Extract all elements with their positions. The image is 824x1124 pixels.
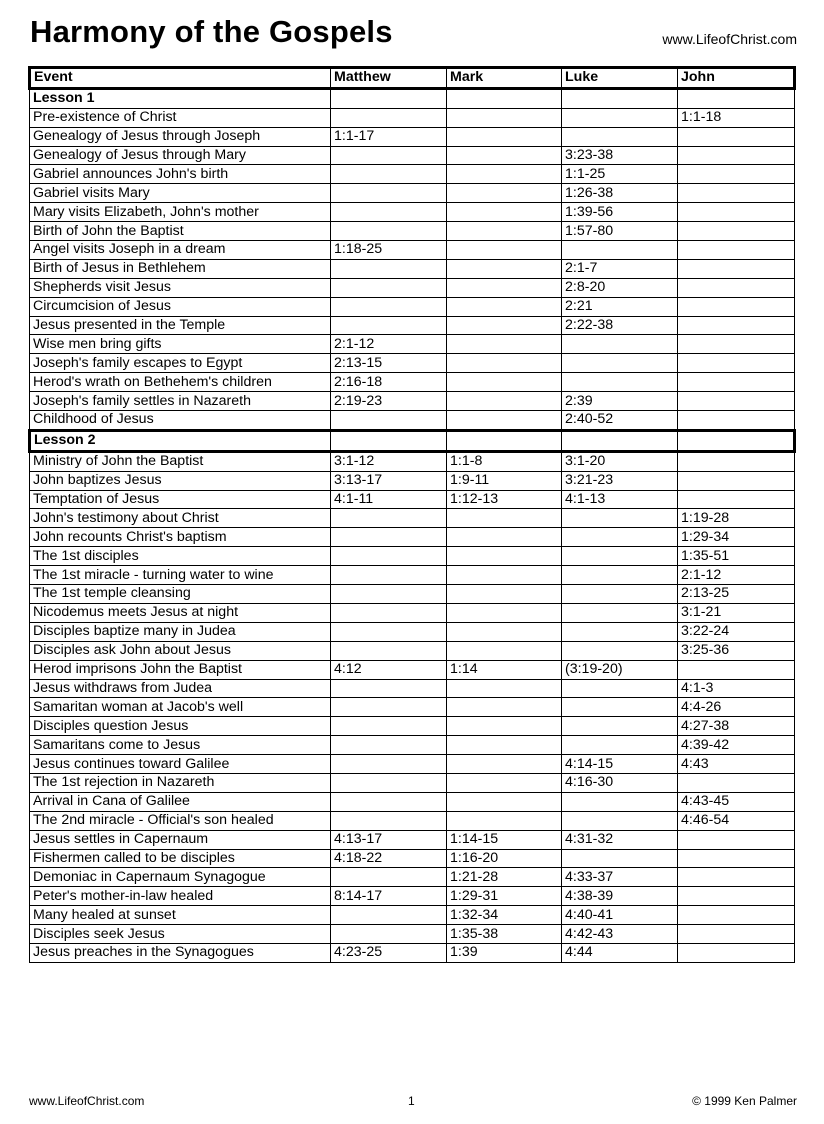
event-cell: Temptation of Jesus: [30, 490, 331, 509]
footer-website: www.LifeofChrist.com: [29, 1094, 145, 1108]
event-cell: Mary visits Elizabeth, John's mother: [30, 203, 331, 222]
luke-cell: [562, 811, 678, 830]
luke-cell: [562, 430, 678, 451]
table-row: [30, 603, 795, 622]
matthew-cell: 4:13-17: [331, 830, 447, 849]
john-cell: 4:43: [678, 755, 795, 774]
mark-cell: [447, 547, 562, 566]
column-header-matthew: Matthew: [331, 68, 447, 89]
event-cell: John recounts Christ's baptism: [30, 528, 331, 547]
luke-cell: 1:57-80: [562, 222, 678, 241]
event-cell: Jesus continues toward Galilee: [30, 755, 331, 774]
mark-cell: [447, 411, 562, 431]
matthew-cell: 1:1-17: [331, 127, 447, 146]
event-cell: Disciples ask John about Jesus: [30, 641, 331, 660]
mark-cell: [447, 773, 562, 792]
john-cell: 3:25-36: [678, 641, 795, 660]
column-header-john: John: [678, 68, 795, 89]
column-header-mark: Mark: [447, 68, 562, 89]
john-cell: [678, 203, 795, 222]
john-cell: 4:1-3: [678, 679, 795, 698]
luke-cell: [562, 566, 678, 585]
john-cell: [678, 241, 795, 260]
mark-cell: [447, 736, 562, 755]
john-cell: [678, 316, 795, 335]
matthew-cell: [331, 679, 447, 698]
matthew-cell: 2:19-23: [331, 392, 447, 411]
event-cell: John's testimony about Christ: [30, 509, 331, 528]
mark-cell: [447, 335, 562, 354]
event-cell: Jesus presented in the Temple: [30, 316, 331, 335]
table-row: [30, 622, 795, 641]
john-cell: [678, 392, 795, 411]
matthew-cell: 8:14-17: [331, 887, 447, 906]
luke-cell: 4:38-39: [562, 887, 678, 906]
table-row: [30, 906, 795, 925]
luke-cell: 4:1-13: [562, 490, 678, 509]
event-cell: The 1st miracle - turning water to wine: [30, 566, 331, 585]
event-cell: Jesus preaches in the Synagogues: [30, 943, 331, 962]
john-cell: [678, 830, 795, 849]
john-cell: [678, 165, 795, 184]
event-cell: The 1st temple cleansing: [30, 585, 331, 604]
john-cell: [678, 887, 795, 906]
matthew-cell: 4:1-11: [331, 490, 447, 509]
header-website: www.LifeofChrist.com: [662, 31, 797, 47]
matthew-cell: 2:16-18: [331, 373, 447, 392]
table-row: [30, 165, 795, 184]
mark-cell: [447, 509, 562, 528]
matthew-cell: [331, 566, 447, 585]
mark-cell: [447, 373, 562, 392]
event-cell: Gabriel announces John's birth: [30, 165, 331, 184]
event-cell: Ministry of John the Baptist: [30, 451, 331, 471]
mark-cell: 1:12-13: [447, 490, 562, 509]
mark-cell: 1:35-38: [447, 925, 562, 944]
table-row: [30, 830, 795, 849]
luke-cell: [562, 792, 678, 811]
john-cell: [678, 259, 795, 278]
mark-cell: [447, 146, 562, 165]
column-header-event: Event: [30, 68, 331, 89]
table-row: [30, 203, 795, 222]
john-cell: [678, 868, 795, 887]
table-row: [30, 297, 795, 316]
john-cell: 4:4-26: [678, 698, 795, 717]
harmony-table: [28, 66, 796, 963]
event-cell: Joseph's family settles in Nazareth: [30, 392, 331, 411]
event-cell: Lesson 2: [30, 430, 331, 451]
mark-cell: 1:14: [447, 660, 562, 679]
footer-copyright: © 1999 Ken Palmer: [692, 1094, 797, 1108]
luke-cell: [562, 528, 678, 547]
mark-cell: [447, 792, 562, 811]
luke-cell: 2:40-52: [562, 411, 678, 431]
john-cell: 4:39-42: [678, 736, 795, 755]
john-cell: [678, 354, 795, 373]
john-cell: [678, 411, 795, 431]
table-row: [30, 943, 795, 962]
table-row: [30, 868, 795, 887]
matthew-cell: [331, 528, 447, 547]
john-cell: [678, 184, 795, 203]
mark-cell: [447, 622, 562, 641]
john-cell: 2:1-12: [678, 566, 795, 585]
luke-cell: 1:26-38: [562, 184, 678, 203]
mark-cell: 1:21-28: [447, 868, 562, 887]
matthew-cell: [331, 736, 447, 755]
event-cell: Wise men bring gifts: [30, 335, 331, 354]
mark-cell: [447, 278, 562, 297]
matthew-cell: [331, 222, 447, 241]
mark-cell: [447, 184, 562, 203]
event-cell: Angel visits Joseph in a dream: [30, 241, 331, 260]
mark-cell: [447, 603, 562, 622]
matthew-cell: [331, 184, 447, 203]
mark-cell: [447, 698, 562, 717]
mark-cell: [447, 165, 562, 184]
event-cell: Samaritans come to Jesus: [30, 736, 331, 755]
mark-cell: [447, 88, 562, 108]
table-row: [30, 354, 795, 373]
matthew-cell: [331, 165, 447, 184]
event-cell: Birth of John the Baptist: [30, 222, 331, 241]
john-cell: 1:35-51: [678, 547, 795, 566]
john-cell: [678, 660, 795, 679]
luke-cell: [562, 603, 678, 622]
john-cell: [678, 471, 795, 490]
john-cell: [678, 127, 795, 146]
mark-cell: 1:14-15: [447, 830, 562, 849]
page-title: Harmony of the Gospels: [30, 14, 393, 49]
mark-cell: 1:29-31: [447, 887, 562, 906]
luke-cell: 4:33-37: [562, 868, 678, 887]
john-cell: 4:27-38: [678, 717, 795, 736]
matthew-cell: [331, 203, 447, 222]
mark-cell: [447, 203, 562, 222]
event-cell: Peter's mother-in-law healed: [30, 887, 331, 906]
mark-cell: [447, 108, 562, 127]
matthew-cell: [331, 698, 447, 717]
table-row: [30, 411, 795, 431]
matthew-cell: 2:13-15: [331, 354, 447, 373]
event-cell: John baptizes Jesus: [30, 471, 331, 490]
matthew-cell: [331, 925, 447, 944]
john-cell: [678, 373, 795, 392]
luke-cell: [562, 736, 678, 755]
table-row: [30, 278, 795, 297]
luke-cell: 4:40-41: [562, 906, 678, 925]
table-row: [30, 811, 795, 830]
matthew-cell: 1:18-25: [331, 241, 447, 260]
john-cell: [678, 925, 795, 944]
mark-cell: [447, 392, 562, 411]
matthew-cell: 3:13-17: [331, 471, 447, 490]
luke-cell: [562, 849, 678, 868]
mark-cell: [447, 717, 562, 736]
luke-cell: 2:1-7: [562, 259, 678, 278]
event-cell: Disciples baptize many in Judea: [30, 622, 331, 641]
event-cell: Jesus settles in Capernaum: [30, 830, 331, 849]
lesson-row: [30, 88, 795, 108]
luke-cell: [562, 622, 678, 641]
event-cell: Circumcision of Jesus: [30, 297, 331, 316]
event-cell: Samaritan woman at Jacob's well: [30, 698, 331, 717]
john-cell: 1:1-18: [678, 108, 795, 127]
luke-cell: [562, 108, 678, 127]
table-row: [30, 392, 795, 411]
john-cell: [678, 430, 795, 451]
mark-cell: [447, 241, 562, 260]
event-cell: Nicodemus meets Jesus at night: [30, 603, 331, 622]
event-cell: Jesus withdraws from Judea: [30, 679, 331, 698]
matthew-cell: [331, 811, 447, 830]
luke-cell: [562, 585, 678, 604]
event-cell: Disciples seek Jesus: [30, 925, 331, 944]
matthew-cell: 4:23-25: [331, 943, 447, 962]
table-row: [30, 547, 795, 566]
john-cell: 1:19-28: [678, 509, 795, 528]
table-row: [30, 641, 795, 660]
luke-cell: [562, 241, 678, 260]
luke-cell: 1:39-56: [562, 203, 678, 222]
event-cell: The 1st rejection in Nazareth: [30, 773, 331, 792]
matthew-cell: [331, 547, 447, 566]
event-cell: Demoniac in Capernaum Synagogue: [30, 868, 331, 887]
mark-cell: [447, 528, 562, 547]
mark-cell: [447, 297, 562, 316]
event-cell: Herod imprisons John the Baptist: [30, 660, 331, 679]
luke-cell: [562, 335, 678, 354]
event-cell: Herod's wrath on Bethehem's children: [30, 373, 331, 392]
matthew-cell: 2:1-12: [331, 335, 447, 354]
luke-cell: [562, 717, 678, 736]
matthew-cell: [331, 868, 447, 887]
mark-cell: [447, 811, 562, 830]
mark-cell: [447, 679, 562, 698]
table-row: [30, 108, 795, 127]
table-row: [30, 373, 795, 392]
john-cell: [678, 335, 795, 354]
matthew-cell: [331, 622, 447, 641]
mark-cell: [447, 259, 562, 278]
luke-cell: [562, 127, 678, 146]
table-row: [30, 241, 795, 260]
matthew-cell: [331, 792, 447, 811]
table-row: [30, 127, 795, 146]
matthew-cell: [331, 430, 447, 451]
matthew-cell: [331, 773, 447, 792]
table-row: [30, 528, 795, 547]
john-cell: [678, 222, 795, 241]
table-row: [30, 490, 795, 509]
luke-cell: 4:14-15: [562, 755, 678, 774]
table-row: [30, 184, 795, 203]
luke-cell: [562, 354, 678, 373]
john-cell: [678, 146, 795, 165]
event-cell: Shepherds visit Jesus: [30, 278, 331, 297]
mark-cell: [447, 566, 562, 585]
luke-cell: 4:44: [562, 943, 678, 962]
table-row: [30, 509, 795, 528]
table-row: [30, 849, 795, 868]
matthew-cell: [331, 316, 447, 335]
luke-cell: 2:39: [562, 392, 678, 411]
luke-cell: 2:21: [562, 297, 678, 316]
table-row: [30, 335, 795, 354]
luke-cell: 4:16-30: [562, 773, 678, 792]
table-row: [30, 585, 795, 604]
table-row: [30, 755, 795, 774]
matthew-cell: [331, 603, 447, 622]
matthew-cell: [331, 585, 447, 604]
event-cell: Fishermen called to be disciples: [30, 849, 331, 868]
matthew-cell: [331, 108, 447, 127]
table-row: [30, 736, 795, 755]
event-cell: Genealogy of Jesus through Mary: [30, 146, 331, 165]
john-cell: [678, 451, 795, 471]
table-row: [30, 698, 795, 717]
table-row: [30, 717, 795, 736]
luke-cell: 3:1-20: [562, 451, 678, 471]
luke-cell: 4:42-43: [562, 925, 678, 944]
table-header-row: [30, 68, 795, 89]
mark-cell: [447, 430, 562, 451]
john-cell: [678, 773, 795, 792]
john-cell: [678, 490, 795, 509]
luke-cell: [562, 547, 678, 566]
mark-cell: 1:9-11: [447, 471, 562, 490]
matthew-cell: [331, 88, 447, 108]
luke-cell: [562, 679, 678, 698]
john-cell: [678, 943, 795, 962]
table-row: [30, 887, 795, 906]
event-cell: Arrival in Cana of Galilee: [30, 792, 331, 811]
mark-cell: 1:16-20: [447, 849, 562, 868]
mark-cell: [447, 354, 562, 373]
john-cell: 3:22-24: [678, 622, 795, 641]
matthew-cell: [331, 509, 447, 528]
matthew-cell: [331, 411, 447, 431]
john-cell: 4:46-54: [678, 811, 795, 830]
event-cell: Pre-existence of Christ: [30, 108, 331, 127]
matthew-cell: 3:1-12: [331, 451, 447, 471]
luke-cell: (3:19-20): [562, 660, 678, 679]
mark-cell: 1:32-34: [447, 906, 562, 925]
john-cell: 3:1-21: [678, 603, 795, 622]
mark-cell: 1:39: [447, 943, 562, 962]
mark-cell: [447, 222, 562, 241]
luke-cell: 3:23-38: [562, 146, 678, 165]
table-row: [30, 222, 795, 241]
table-body: [30, 88, 795, 962]
luke-cell: [562, 373, 678, 392]
column-header-luke: Luke: [562, 68, 678, 89]
table-row: [30, 773, 795, 792]
table-row: [30, 259, 795, 278]
mark-cell: [447, 585, 562, 604]
luke-cell: 2:22-38: [562, 316, 678, 335]
event-cell: Joseph's family escapes to Egypt: [30, 354, 331, 373]
john-cell: [678, 278, 795, 297]
matthew-cell: 4:18-22: [331, 849, 447, 868]
luke-cell: [562, 641, 678, 660]
matthew-cell: [331, 278, 447, 297]
table-row: [30, 679, 795, 698]
mark-cell: [447, 316, 562, 335]
table-row: [30, 566, 795, 585]
john-cell: [678, 906, 795, 925]
mark-cell: [447, 755, 562, 774]
luke-cell: 3:21-23: [562, 471, 678, 490]
table-row: [30, 471, 795, 490]
matthew-cell: 4:12: [331, 660, 447, 679]
mark-cell: [447, 127, 562, 146]
table-row: [30, 146, 795, 165]
table-row: [30, 316, 795, 335]
event-cell: The 1st disciples: [30, 547, 331, 566]
mark-cell: [447, 641, 562, 660]
event-cell: Birth of Jesus in Bethlehem: [30, 259, 331, 278]
matthew-cell: [331, 259, 447, 278]
matthew-cell: [331, 146, 447, 165]
table-row: [30, 925, 795, 944]
event-cell: Disciples question Jesus: [30, 717, 331, 736]
luke-cell: 1:1-25: [562, 165, 678, 184]
luke-cell: 4:31-32: [562, 830, 678, 849]
event-cell: Genealogy of Jesus through Joseph: [30, 127, 331, 146]
matthew-cell: [331, 717, 447, 736]
event-cell: Gabriel visits Mary: [30, 184, 331, 203]
john-cell: [678, 297, 795, 316]
john-cell: [678, 849, 795, 868]
event-cell: Lesson 1: [30, 88, 331, 108]
matthew-cell: [331, 641, 447, 660]
matthew-cell: [331, 297, 447, 316]
event-cell: Childhood of Jesus: [30, 411, 331, 431]
page-number: 1: [408, 1094, 415, 1108]
john-cell: 4:43-45: [678, 792, 795, 811]
table-row: [30, 451, 795, 471]
john-cell: 1:29-34: [678, 528, 795, 547]
table-row: [30, 792, 795, 811]
matthew-cell: [331, 906, 447, 925]
john-cell: [678, 88, 795, 108]
mark-cell: 1:1-8: [447, 451, 562, 471]
event-cell: Many healed at sunset: [30, 906, 331, 925]
luke-cell: [562, 698, 678, 717]
luke-cell: 2:8-20: [562, 278, 678, 297]
matthew-cell: [331, 755, 447, 774]
table-row: [30, 660, 795, 679]
luke-cell: [562, 88, 678, 108]
john-cell: 2:13-25: [678, 585, 795, 604]
lesson-row: [30, 430, 795, 451]
event-cell: The 2nd miracle - Official's son healed: [30, 811, 331, 830]
luke-cell: [562, 509, 678, 528]
